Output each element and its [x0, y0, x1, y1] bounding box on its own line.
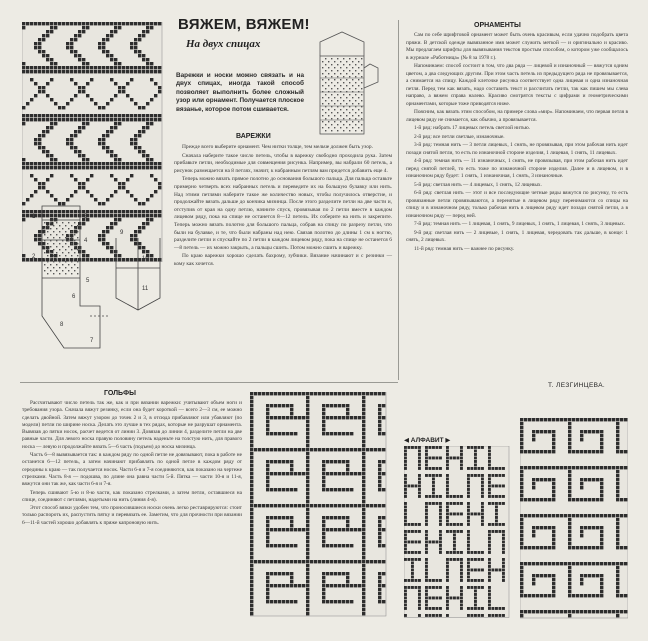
page-title: ВЯЖЕМ, ВЯЖЕМ!: [178, 16, 310, 33]
ornaments-paragraph: 6-й ряд: светлая нить — этот и все последующие четные ряды вяжутся по рисунку, то есть провязанные петли провязываются, а перенятые в лицевом ряду перенимаются со спицы на спицу и в изнаночном ряду, только рабочая нить в лицевом ряду идет позади снятой петли, а в изнаночном ряду — перед ней.: [406, 190, 628, 219]
knitting-chart-bottom-left: [250, 392, 388, 618]
figure-number: 2: [32, 254, 36, 260]
ornaments-paragraph: Поясним, как вязать этим способом, на примере слова «мир». Напоминаем, что первая петля в лицевом ряду не снимается, как обычно, а провязывается.: [406, 109, 628, 123]
column-divider: [398, 20, 399, 380]
mittens-heading: ВАРЕЖКИ: [236, 133, 271, 140]
sock-diagram: [20, 198, 170, 378]
figure-number: 8: [60, 322, 64, 328]
figure-number: 1: [32, 214, 36, 220]
socks-text: [22, 400, 242, 528]
alphabet-label: ◀ АЛФАВИТ ▶: [404, 437, 451, 444]
page-subtitle: На двух спицах: [186, 38, 261, 50]
intro-text: Варежки и носки можно связать и на двух спицах, иногда такой способ позволяет выполнить более сложный узор или орнамент. Получается плоское вязанье, которое потом сшивается.: [176, 72, 304, 113]
socks-paragraph: Теперь сшивают 5-ю и 8-ю части, как показано стрелками, а затем петли, оставшиеся на спице, соединяют с петлями, надетыми на нить (линия 4-я).: [22, 489, 242, 503]
ornaments-paragraph: 11-й ряд: темная нить — важнее по рисунку.: [414, 245, 515, 252]
socks-paragraph: Часть 6—8 вывязывается так: в каждом ряду по одной петле не довязывают, пока в работе не останется 6—12 петель, а затем начинают прибавлять по одной петле в каждом ряду от середины к краю — так получается носок. Части 6-я и 7-я соединяются, как показано на чертеже стрелками. Часть 8-я — подошва, по длине она равна части 5-й. Пятка — части 10-я и 11-я, вяжутся они так же, как части 6-я и 7-я.: [22, 452, 242, 488]
mittens-paragraph: Теперь можно вязать прямое полотно до основания большого пальца. Для пальца оставьте примерно четверть всех набранных петель и переведите их на большую булавку или нить. Над этими петлями наберите такое же количество новых, чтобы получилось отверстие, и продолжайте вязать дальше до кончика мизинца. После этого разделите петли на две части и, отступив от края на одну петлю, начните спуск, провязывая по 2 петли вместе в каждом лицевом ряду, пока на спице не останется 8—12 петель. Их соберите на нить и закрепите. Теперь можно вязать полотно для большого пальца, собрав на спицу по разрезу петли, что были на булавке, и те, что были набраны над нею. Связав полотно до длины 1 см к ногтю, разделите петли и спускайте по 2 петли в каждом лицевом ряду, пока на спице не останется 6—8 петель — их можно закрыть, а пальцы сшить. Потом можно сшить и варежку.: [174, 176, 392, 251]
ornaments-paragraph: Напоминаем: способ состоит в том, что два ряда — лицевой и изнаночный — вяжутся одним цветом, а два следующих другим. При этом часть петель из предыдущего ряда не провязывается, а снимается на спицу. Каждой клеточке рисунка соответствует одна лицевая и одна изнаночная петля. Перед тем как вязать, надо составить текст и рассчитать петли, так как пишем мы слева направо, а вяжем справа налево. Красиво смотрятся тексты с цифрами и геометрическими орнаментами, которые тоже приводятся ниже.: [406, 63, 628, 107]
ornaments-paragraph: 3-й ряд: темная нить — 3 петли лицевых, 1 снять, не провязывая, при этом рабочая нить идет позади снятой петли, то есть по изнаночной стороне изделия, 1 лицевая, 1 снять, 11 лицевых.: [406, 142, 628, 156]
section-divider: [20, 382, 398, 383]
mittens-text: [174, 144, 392, 270]
knitting-chart-bottom-right: [520, 418, 628, 620]
ornaments-paragraph: 2-й ряд: все петли светлые, изнаночные.: [414, 133, 505, 140]
ornaments-paragraph: 4-й ряд: темная нить — 11 изнаночных, 1 снять, не провязывая, при этом рабочая нить идет перед снятой петлей, то есть тоже по изнаночной стороне изделия. Далее и в лицевом, и в изнаночном ряду будет: 1 снять, 1 изнаночная, 1 снять, 3 изнаночные.: [406, 158, 628, 179]
figure-number: 11: [142, 286, 149, 292]
mitten-diagram: [312, 28, 392, 138]
figure-number: 10: [142, 256, 149, 262]
figure-number: 9: [120, 230, 124, 236]
ornaments-paragraph: 9-й ряд: светлая нить — 2 лицевые, 1 снять, 1 лицевая, чередовать так дальше, в конце: 1 снять, 2 лицевых.: [406, 229, 628, 243]
ornaments-heading: ОРНАМЕНТЫ: [474, 22, 521, 29]
figure-number: 5: [86, 278, 90, 284]
mittens-paragraph: По краю варежки хорошо сделать бахрому, зубчики. Вязание начинают и с резинки — кому как хочется.: [174, 253, 392, 267]
knitting-chart-alphabet: [404, 446, 510, 620]
mittens-paragraph: Прежде всего выберите орнамент. Чем нитки толще, тем мельче должен быть узор.: [182, 144, 373, 150]
figure-number: 6: [72, 294, 76, 300]
figure-number: 4: [84, 238, 88, 244]
socks-paragraph: Этот способ вязки удобен тем, что проносившиеся носки очень легко реставрируются: стоит только распороть их, распустить пятку и перевязать ее. Заметим, что для прочности при вязании 6—11-й частей хорошо добавлять к пряже капроновую нить.: [22, 505, 242, 526]
author-signature: Т. ЛЕЗГИНЦЕВА.: [548, 382, 606, 389]
mittens-paragraph: Сначала наберите такое число петель, чтобы в варежку свободно проходила рука. Затем прибавьте петли, необходимые для совмещения рисунка. Например, вы набрали 60 петель, а рисунок размещается на 8 петлях, значит, к набранным петлям вам придется добавить еще 4.: [174, 152, 392, 174]
ornaments-paragraph: 7-й ряд: темная нить — 1 лицевая, 1 снять, 9 лицевых, 1 снять, 1 лицевая, 1 снять, 3 лицевых.: [414, 221, 626, 227]
socks-heading: ГОЛЬФЫ: [104, 390, 136, 397]
socks-paragraph: Рассчитывают число петель так же, как и при вязании варежки: учитывают объем ноги и требования узора. Сначала вяжут резинку, если она будет короткой — всего 2—3 см, ее можно сделать двойной. Затем вяжут узором до точек 2 и 3, в отсюда прибавляют или убавляют (по модели) петли по ширине носка. Делать это лучше в тех рядах, которые не разрушат орнамента. Вывязав до пятки носок, расчет ведется от линии 3. Довязав до линии 4, разделите петли на две равные части. Для левого носка правую половину петель наденьте на толстую нить, для правого носка — левую и продолжайте вязать 5—6 часть (подъем) до носка мизинца.: [22, 400, 242, 450]
figure-number: 3: [84, 214, 88, 220]
figure-number: 7: [90, 338, 94, 344]
ornaments-paragraph: 5-й ряд: светлая нить — 4 лицевых, 1 снять, 12 лицевых.: [414, 181, 542, 188]
ornaments-text: [406, 32, 628, 254]
ornaments-paragraph: 1-й ряд: набрать 17 лицевых петель светлой нитью.: [414, 125, 530, 131]
ornaments-paragraph: Сам по себе шрифтовой орнамент может быть очень красивым, если удачно подобрать цвета пряжи. В детской одежде вывязанное имя может служить меткой — и оригинально и красиво. Мы предлагаем шрифты для вывязывания текстов простым способом, о котором уже сообщалось в журнале «Работница» (№ 8 за 1978 г.).: [406, 32, 628, 61]
